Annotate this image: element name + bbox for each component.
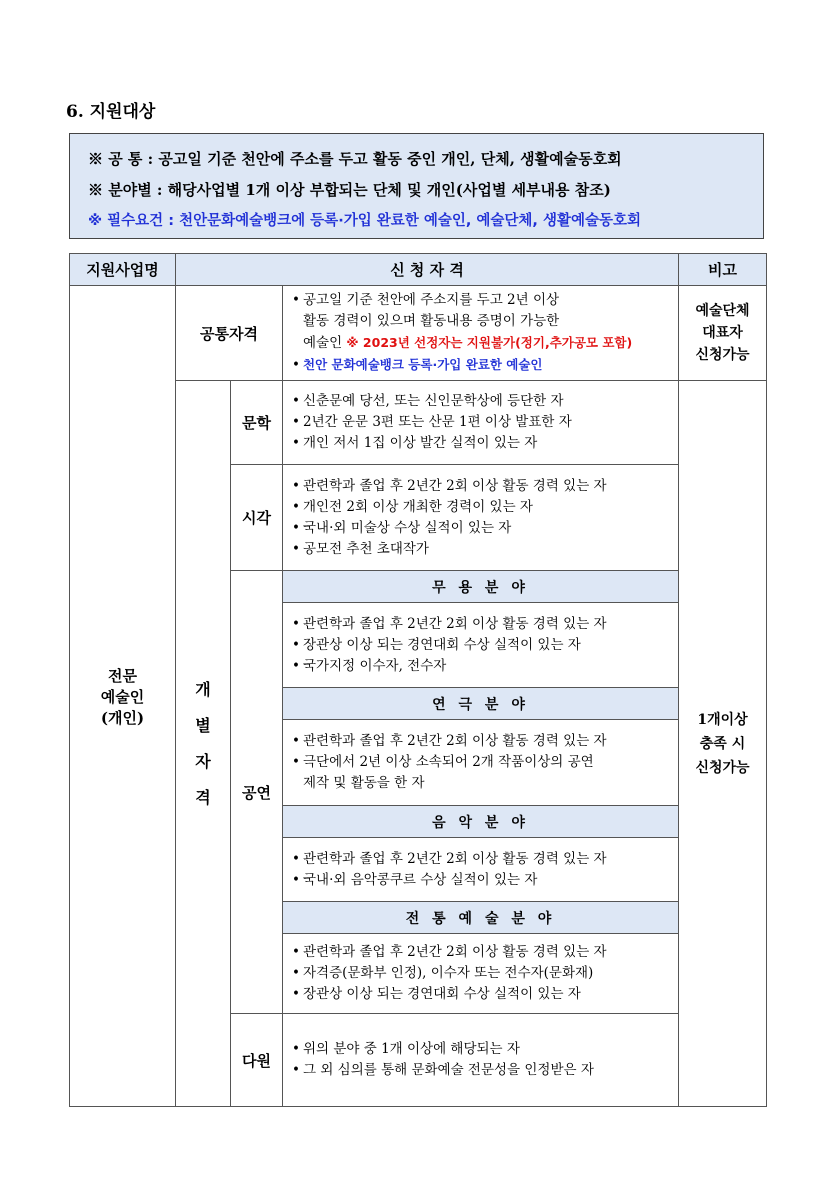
notice-common: ※ 공 통 : 공고일 기준 천안에 주소를 두고 활동 중인 개인, 단체, 생활예술동호회 bbox=[88, 150, 622, 168]
common-remark bbox=[679, 286, 767, 381]
notice-requirement: ※ 필수요건 : 천안문화예술뱅크에 등록·가입 완료한 예술인, 예술단체, 생활예술동호회 bbox=[88, 213, 642, 229]
individual-remark bbox=[679, 381, 767, 1107]
vertical-char: 자 bbox=[195, 751, 211, 771]
vertical-char: 별 bbox=[195, 715, 211, 735]
multi-criteria bbox=[283, 1014, 679, 1107]
item-text: 제작 및 활동을 한 자 bbox=[303, 775, 425, 791]
list-item: • 관련학과 졸업 후 2년간 2회 이상 활동 경력 있는 자 bbox=[292, 477, 607, 494]
remark-line: 신청가능 bbox=[695, 347, 750, 363]
item-text: 국가지정 이수자, 전수자 bbox=[303, 657, 447, 674]
item-text: 활동 경력이 있으며 활동내용 증명이 가능한 bbox=[303, 313, 560, 329]
literature-criteria bbox=[283, 381, 679, 465]
item-text: 공고일 기준 천안에 주소지를 두고 2년 이상 bbox=[303, 292, 560, 308]
list-item: • 국내·외 음악콩쿠르 수상 실적이 있는 자 bbox=[292, 871, 538, 888]
list-item: • 신춘문예 당선, 또는 신인문학상에 등단한 자 bbox=[292, 393, 564, 409]
section-title: 6. 지원대상 bbox=[66, 102, 156, 122]
item-text: 극단에서 2년 이상 소속되어 2개 작품이상의 공연 bbox=[303, 754, 594, 770]
program-line: (개인) bbox=[100, 708, 145, 727]
item-text: 관련학과 졸업 후 2년간 2회 이상 활동 경력 있는 자 bbox=[303, 477, 607, 494]
program-line: 예술인 bbox=[100, 687, 145, 706]
common-criteria bbox=[283, 286, 679, 381]
list-item: • 관련학과 졸업 후 2년간 2회 이상 활동 경력 있는 자 bbox=[292, 733, 607, 749]
item-text: 예술인 bbox=[303, 335, 343, 351]
item-text: 위의 분야 중 1개 이상에 해당되는 자 bbox=[303, 1041, 520, 1057]
list-item: • 천안 문화예술뱅크 등록·가입 완료한 예술인 bbox=[292, 357, 543, 373]
program-name bbox=[70, 286, 176, 1107]
list-item: • 장관상 이상 되는 경연대회 수상 실적이 있는 자 bbox=[292, 636, 581, 653]
item-text: 관련학과 졸업 후 2년간 2회 이상 활동 경력 있는 자 bbox=[303, 944, 607, 960]
remark-line: 대표자 bbox=[702, 325, 743, 341]
list-item: • 그 외 심의를 통해 문화예술 전문성을 인정받은 자 bbox=[292, 1062, 594, 1078]
music-title: 음 악 분 야 bbox=[283, 806, 679, 838]
literature-label: 문학 bbox=[231, 381, 283, 465]
list-item: • 관련학과 졸업 후 2년간 2회 이상 활동 경력 있는 자 bbox=[292, 850, 607, 867]
item-text: 자격증(문화부 인정), 이수자 또는 전수자(문화재) bbox=[303, 965, 594, 981]
vertical-char: 격 bbox=[195, 787, 211, 807]
item-text: 2년간 운문 3편 또는 산문 1편 이상 발표한 자 bbox=[303, 414, 572, 430]
item-text: 공모전 추천 초대작가 bbox=[303, 540, 429, 557]
traditional-title: 전 통 예 술 분 야 bbox=[283, 902, 679, 934]
remark-line: 충족 시 bbox=[699, 735, 746, 752]
eligibility-table bbox=[69, 253, 767, 1107]
item-text: 장관상 이상 되는 경연대회 수상 실적이 있는 자 bbox=[303, 636, 581, 653]
performance-label: 공연 bbox=[231, 571, 283, 1014]
list-item: • 관련학과 졸업 후 2년간 2회 이상 활동 경력 있는 자 bbox=[292, 944, 607, 960]
dance-criteria bbox=[283, 603, 679, 688]
common-label: 공통자격 bbox=[176, 286, 283, 381]
theater-title: 연 극 분 야 bbox=[283, 688, 679, 720]
remark-line: 신청가능 bbox=[695, 759, 750, 776]
remark-line: 예술단체 bbox=[695, 303, 750, 319]
item-text: 관련학과 졸업 후 2년간 2회 이상 활동 경력 있는 자 bbox=[303, 615, 607, 632]
music-criteria bbox=[283, 838, 679, 902]
list-item: • 공고일 기준 천안에 주소지를 두고 2년 이상 bbox=[292, 292, 560, 308]
list-item bbox=[289, 311, 674, 332]
list-item bbox=[289, 332, 674, 354]
theater-criteria bbox=[283, 720, 679, 806]
list-item: • 2년간 운문 3편 또는 산문 1편 이상 발표한 자 bbox=[292, 414, 572, 430]
notice-field: ※ 분야별 : 해당사업별 1개 이상 부합되는 단체 및 개인(사업별 세부내용 참조) bbox=[88, 181, 611, 199]
multi-label: 다원 bbox=[231, 1014, 283, 1107]
list-item: • 개인 저서 1집 이상 발간 실적이 있는 자 bbox=[292, 435, 538, 451]
header-qualification: 신 청 자 격 bbox=[176, 254, 679, 286]
item-text: 관련학과 졸업 후 2년간 2회 이상 활동 경력 있는 자 bbox=[303, 850, 607, 867]
red-note: ※ 2023년 선정자는 지원불가(정기,추가공모 포함) bbox=[346, 335, 633, 350]
list-item: • 국가지정 이수자, 전수자 bbox=[292, 657, 447, 674]
list-item: • 개인전 2회 이상 개최한 경력이 있는 자 bbox=[292, 498, 533, 515]
item-text: 국내·외 음악콩쿠르 수상 실적이 있는 자 bbox=[303, 871, 538, 888]
traditional-criteria bbox=[283, 934, 679, 1014]
dance-title: 무 용 분 야 bbox=[283, 571, 679, 603]
item-text: 국내·외 미술상 수상 실적이 있는 자 bbox=[303, 519, 512, 536]
item-text: 관련학과 졸업 후 2년간 2회 이상 활동 경력 있는 자 bbox=[303, 733, 607, 749]
remark-line: 1개이상 bbox=[697, 711, 748, 728]
list-item: • 공모전 추천 초대작가 bbox=[292, 540, 429, 557]
program-line: 전문 bbox=[108, 666, 137, 685]
visual-label: 시각 bbox=[231, 465, 283, 571]
list-item: • 장관상 이상 되는 경연대회 수상 실적이 있는 자 bbox=[292, 986, 581, 1002]
individual-label bbox=[176, 381, 231, 1107]
list-item: • 관련학과 졸업 후 2년간 2회 이상 활동 경력 있는 자 bbox=[292, 615, 607, 632]
item-text: 신춘문예 당선, 또는 신인문학상에 등단한 자 bbox=[303, 393, 564, 409]
list-item: • 국내·외 미술상 수상 실적이 있는 자 bbox=[292, 519, 512, 536]
vertical-char: 개 bbox=[195, 679, 211, 699]
notice-box bbox=[69, 133, 764, 239]
list-item bbox=[289, 773, 674, 794]
header-remark: 비고 bbox=[679, 254, 767, 286]
item-text: 그 외 심의를 통해 문화예술 전문성을 인정받은 자 bbox=[303, 1062, 594, 1078]
list-item: • 자격증(문화부 인정), 이수자 또는 전수자(문화재) bbox=[292, 965, 594, 981]
item-text: 장관상 이상 되는 경연대회 수상 실적이 있는 자 bbox=[303, 986, 581, 1002]
item-text: 개인전 2회 이상 개최한 경력이 있는 자 bbox=[303, 498, 533, 515]
header-program: 지원사업명 bbox=[70, 254, 176, 286]
visual-criteria bbox=[283, 465, 679, 571]
list-item: • 극단에서 2년 이상 소속되어 2개 작품이상의 공연 bbox=[292, 754, 594, 770]
list-item: • 위의 분야 중 1개 이상에 해당되는 자 bbox=[292, 1041, 520, 1057]
item-text: 개인 저서 1집 이상 발간 실적이 있는 자 bbox=[303, 435, 538, 451]
blue-item: 천안 문화예술뱅크 등록·가입 완료한 예술인 bbox=[303, 357, 543, 372]
